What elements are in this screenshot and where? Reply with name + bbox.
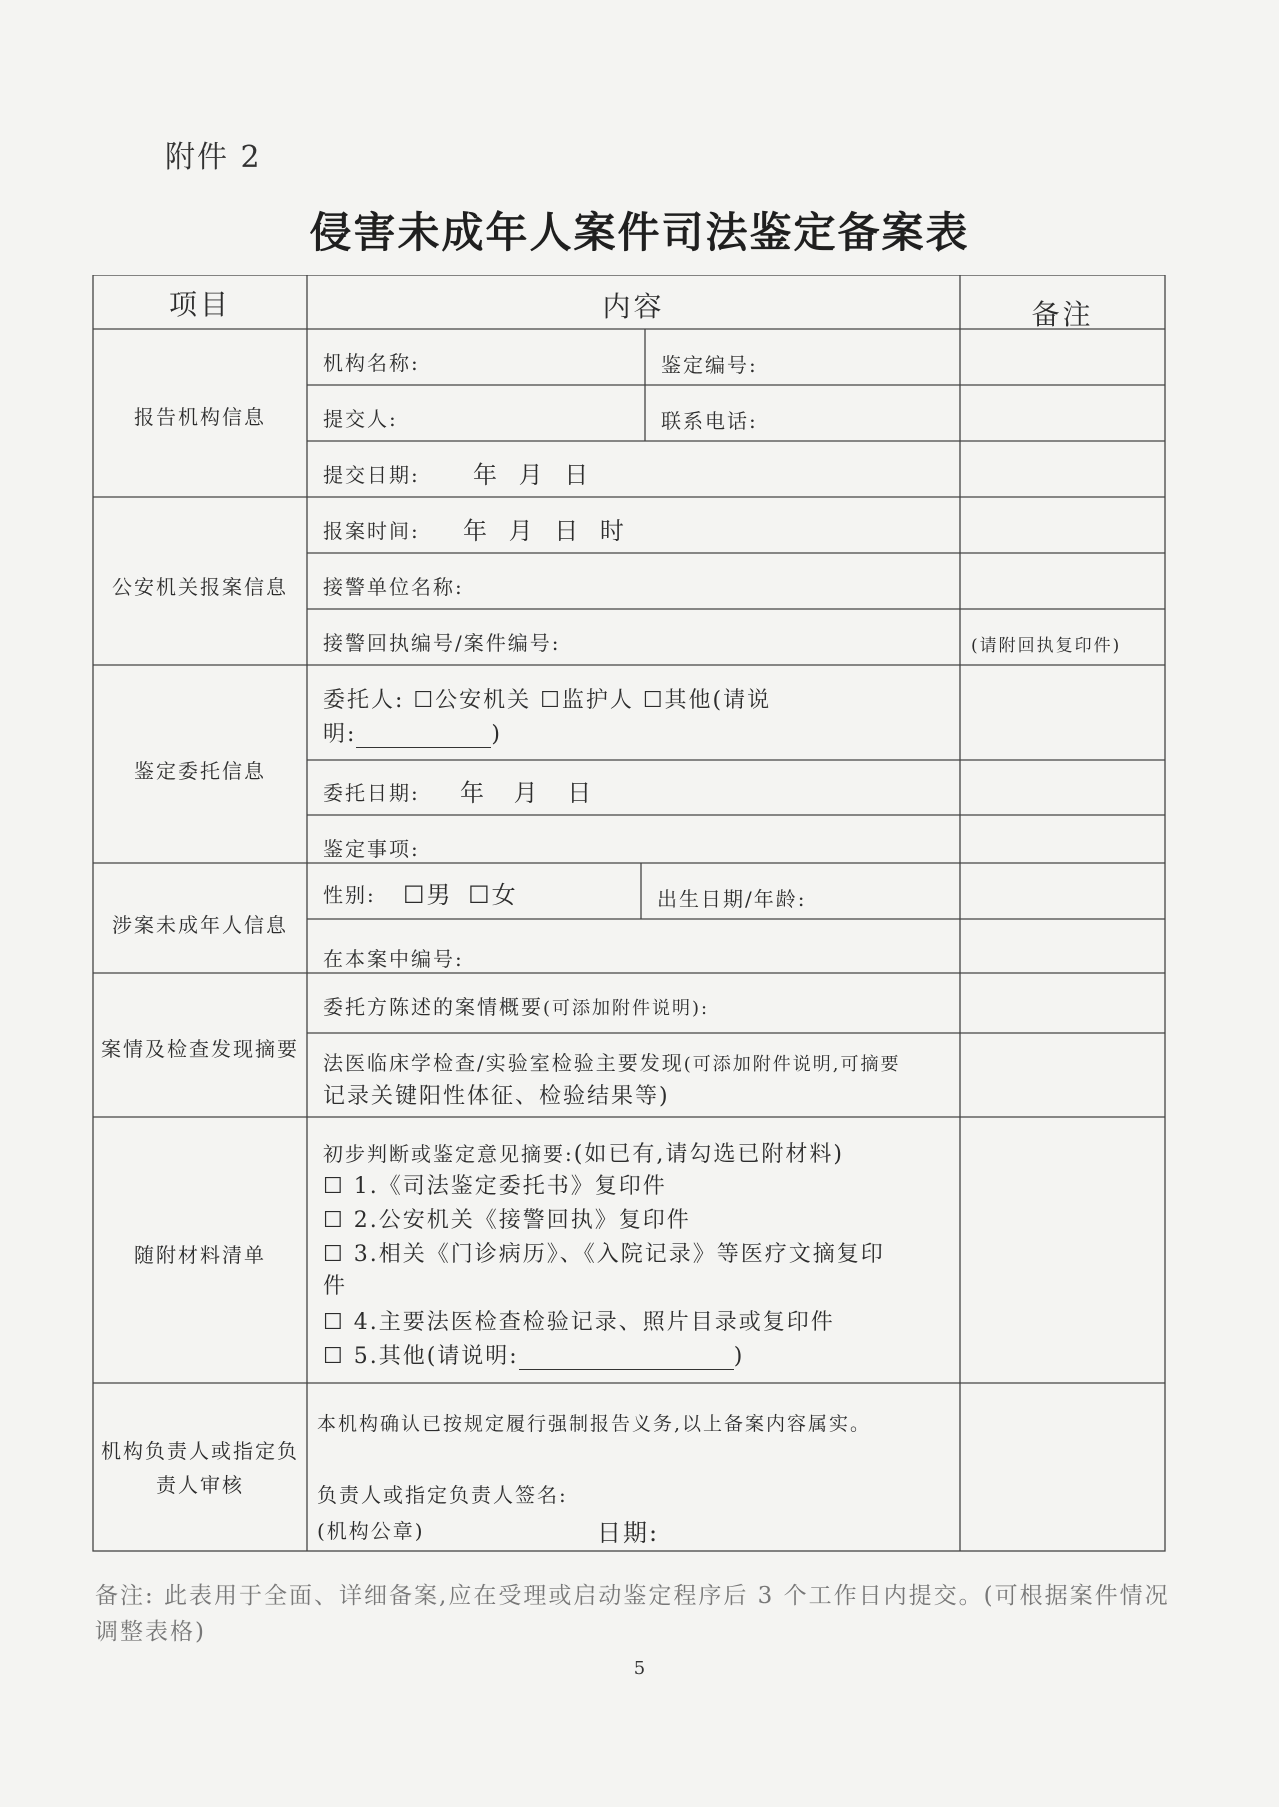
attachment-item-5	[323, 1339, 744, 1370]
entruster-other-blank	[356, 725, 491, 748]
entrust-date-label: 委托日期:	[323, 781, 420, 805]
review-signature-label: 负责人或指定负责人签名:	[317, 1483, 568, 1507]
gender-options: ☐男 ☐女	[403, 881, 518, 909]
review-label-line-1: 机构负责人或指定负	[101, 1439, 299, 1463]
attachment-item-3-cont: 件	[323, 1274, 348, 1299]
header-item: 项目	[168, 288, 231, 321]
phone-label: 联系电话:	[661, 409, 758, 433]
form-title: 侵害未成年人案件司法鉴定备案表	[309, 208, 970, 257]
entruster-other-prefix: 明:	[323, 722, 357, 747]
case-facts-label	[323, 991, 709, 1020]
section-label-reporting-org: 报告机构信息	[134, 405, 266, 429]
section-label-minor: 涉案未成年人信息	[112, 913, 288, 937]
case-facts-suffix: (可添加附件说明):	[543, 998, 710, 1019]
gender-label: 性别:	[323, 883, 376, 907]
submitter-label: 提交人:	[323, 407, 398, 431]
attachment-item-1: ☐ 1.《司法鉴定委托书》复印件	[323, 1174, 667, 1199]
section-label-police-report: 公安机关报案信息	[112, 575, 288, 599]
attachment-item-5-suffix: )	[733, 1344, 745, 1369]
attachment-label: 附件 2	[165, 140, 262, 175]
review-seal-label: (机构公章)	[317, 1519, 425, 1543]
report-time-format: 年 月 日 时	[463, 517, 626, 545]
header-content: 内容	[602, 290, 665, 323]
attachments-intro-prefix: 初步判断或鉴定意见摘要:	[323, 1142, 574, 1166]
birth-age-label: 出生日期/年龄:	[657, 887, 807, 911]
case-no-label: 在本案中编号:	[323, 947, 464, 971]
findings-line-1-prefix: 法医临床学检查/实验室检验主要发现	[323, 1051, 684, 1075]
footnote: 备注: 此表用于全面、详细备案,应在受理或启动鉴定程序后 3 个工作日内提交。(可根据案件情况调整表格)	[95, 1583, 1170, 1645]
findings-line-1	[323, 1047, 901, 1076]
review-confirm-text: 本机构确认已按规定履行强制报告义务,以上备案内容属实。	[317, 1413, 872, 1435]
appraisal-no-label: 鉴定编号:	[661, 353, 758, 377]
attachment-item-4: ☐ 4.主要法医检查检验记录、照片目录或复印件	[323, 1310, 835, 1335]
page-number: 5	[633, 1658, 646, 1679]
entruster-options: 委托人: ☐公安机关 ☐监护人 ☐其他(请说	[323, 688, 772, 713]
case-facts-prefix: 委托方陈述的案情概要	[323, 995, 543, 1019]
report-time-label: 报案时间:	[323, 519, 420, 543]
receipt-remark: (请附回执复印件)	[971, 636, 1122, 656]
section-label-entrust: 鉴定委托信息	[134, 759, 266, 783]
attachment-item-5-blank	[519, 1347, 734, 1370]
attachment-item-2: ☐ 2.公安机关《接警回执》复印件	[323, 1208, 691, 1233]
entruster-other-line	[323, 717, 502, 748]
org-name-label: 机构名称:	[323, 351, 420, 375]
matters-label: 鉴定事项:	[323, 837, 420, 861]
attachment-item-5-prefix: ☐ 5.其他(请说明:	[323, 1344, 519, 1369]
attachment-item-3: ☐ 3.相关《门诊病历》、《入院记录》等医疗文摘复印	[323, 1242, 885, 1267]
submit-date-format: 年 月 日	[473, 461, 591, 489]
filing-form-table	[85, 275, 1170, 1557]
receipt-no-label: 接警回执编号/案件编号:	[323, 631, 561, 655]
attachments-intro-suffix: (如已有,请勾选已附材料)	[573, 1142, 844, 1167]
entrust-date-format: 年 月 日	[460, 779, 594, 807]
section-label-case-summary: 案情及检查发现摘要	[101, 1037, 299, 1061]
attachments-intro	[323, 1137, 844, 1168]
unit-name-label: 接警单位名称:	[323, 575, 464, 599]
header-remark: 备注	[1031, 298, 1094, 331]
findings-line-2: 记录关键阳性体征、检验结果等)	[323, 1084, 670, 1109]
entruster-other-suffix: )	[491, 722, 503, 747]
section-label-attachments: 随附材料清单	[134, 1243, 266, 1267]
review-label-line-2: 责人审核	[156, 1473, 244, 1497]
submit-date-label: 提交日期:	[323, 463, 420, 487]
review-date-label: 日期:	[597, 1519, 660, 1547]
findings-line-1-suffix: (可添加附件说明,可摘要	[683, 1054, 901, 1075]
